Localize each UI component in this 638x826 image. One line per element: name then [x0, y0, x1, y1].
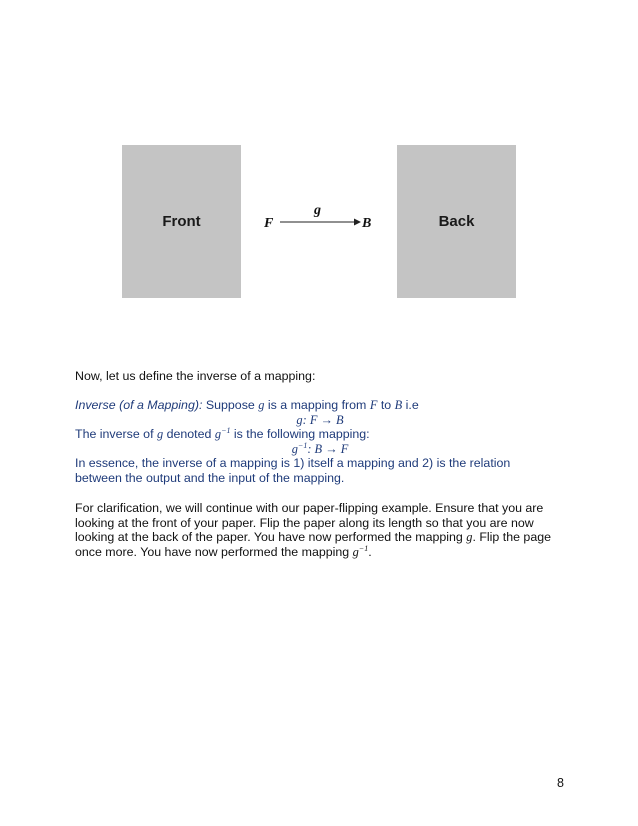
equation-inverse: $g^{-1}$: B → F — [291, 440, 349, 456]
clarification-line-3: looking at the back of the paper. You have now performed the mapping g. Flip the page — [75, 530, 551, 545]
definition-title: Inverse (of a Mapping): — [75, 398, 203, 412]
equation-mapping: g: F → B — [296, 412, 344, 427]
back-paper-box — [397, 145, 516, 298]
inverse-line: The inverse of g denoted $g^{-1}$ is the following mapping: — [75, 426, 370, 442]
arrow-to-label: B — [362, 216, 372, 231]
clarification-paragraph — [75, 501, 565, 559]
definition-line: Inverse (of a Mapping): Suppose g is a mapping from F to B i.e — [75, 398, 419, 412]
clarification-line-1: For clarification, we will continue with our paper-flipping example. Ensure that you are — [75, 501, 544, 515]
definition-block — [75, 398, 565, 486]
clarification-line-2: looking at the front of your paper. Flip the paper along its length so that you are now — [75, 515, 534, 530]
arrow-icon — [258, 196, 380, 236]
intro-paragraph — [75, 369, 565, 384]
essence-line-1: In essence, the inverse of a mapping is 1) itself a mapping and 2) is the relation — [75, 456, 511, 471]
intro-text: Now, let us define the inverse of a mapping: — [75, 369, 316, 383]
front-paper-box — [122, 145, 241, 298]
arrow-from-label: F — [264, 216, 274, 231]
arrow-mapping-label: g — [314, 203, 321, 218]
mapping-arrow-diagram — [258, 196, 380, 236]
essence-line-2: between the output and the input of the mapping. — [75, 470, 345, 485]
page-number: 8 — [557, 776, 564, 790]
clarification-line-4: once more. You have now performed the mapping $g^{-1}$. — [75, 543, 372, 559]
front-label: Front — [162, 213, 201, 230]
back-label: Back — [438, 213, 475, 230]
